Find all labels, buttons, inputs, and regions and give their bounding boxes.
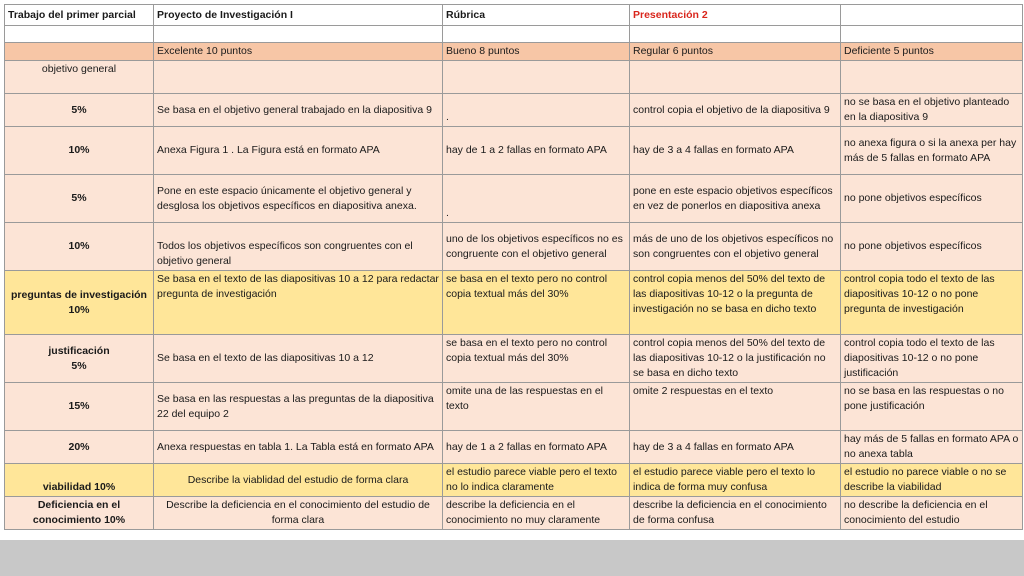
cell[interactable] — [841, 61, 1023, 94]
table-row — [5, 383, 1023, 431]
cell[interactable] — [5, 26, 154, 43]
scale-bueno[interactable]: Bueno 8 puntos — [443, 43, 630, 61]
deficiente-cell[interactable]: no pone objetivos específicos — [841, 223, 1023, 271]
excelente-cell[interactable]: Se basa en las respuestas a las preguntas de la diapositiva 22 del equipo 2 — [154, 383, 443, 431]
section-label[interactable]: objetivo general — [5, 61, 154, 94]
deficiente-cell[interactable]: el estudio no parece viable o no se describe la viabilidad — [841, 464, 1023, 497]
section-row-objetivo — [5, 61, 1023, 94]
criterion-percent: conocimiento 10% — [32, 514, 126, 526]
criterion-title: justificación — [48, 344, 110, 357]
table-row — [5, 127, 1023, 175]
excelente-cell[interactable]: Describe la deficiencia en el conocimiento del estudio de forma clara — [154, 497, 443, 530]
cell[interactable] — [443, 26, 630, 43]
cell[interactable] — [841, 26, 1023, 43]
excelente-cell[interactable]: Anexa respuestas en tabla 1. La Tabla está en formato APA — [154, 431, 443, 464]
header-cell-trabajo[interactable]: Trabajo del primer parcial — [5, 5, 154, 26]
deficiente-cell[interactable]: control copia todo el texto de las diapositivas 10-12 o no pone pregunta de investigación — [841, 271, 1023, 335]
scale-excelente[interactable]: Excelente 10 puntos — [154, 43, 443, 61]
header-cell-presentacion[interactable]: Presentación 2 — [630, 5, 841, 26]
criterion-title: preguntas de investigación — [11, 288, 147, 301]
regular-cell[interactable]: pone en este espacio objetivos específicos en vez de ponerlos en diapositiva anexa — [630, 175, 841, 223]
criterion-percent[interactable]: 10% — [5, 127, 154, 175]
deficiente-cell[interactable]: no anexa figura o si la anexa per hay más de 5 fallas en formato APA — [841, 127, 1023, 175]
regular-cell[interactable]: más de uno de los objetivos específicos no son congruentes con el objetivo general — [630, 223, 841, 271]
scale-deficiente[interactable]: Deficiente 5 puntos — [841, 43, 1023, 61]
table-row — [5, 94, 1023, 127]
criterion-deficiencia[interactable] — [5, 497, 154, 530]
bueno-cell[interactable]: describe la deficiencia en el conocimiento no muy claramente — [443, 497, 630, 530]
regular-cell[interactable]: omite 2 respuestas en el texto — [630, 383, 841, 431]
criterion-percent[interactable]: 5% — [5, 94, 154, 127]
bueno-cell[interactable]: el estudio parece viable pero el texto no lo indica claramente — [443, 464, 630, 497]
bueno-cell[interactable]: . — [443, 94, 630, 127]
excelente-cell[interactable]: Anexa Figura 1 . La Figura está en formato APA — [154, 127, 443, 175]
criterion-percent[interactable]: 5% — [5, 175, 154, 223]
header-cell-empty[interactable] — [841, 5, 1023, 26]
bueno-cell[interactable]: hay de 1 a 2 fallas en formato APA — [443, 431, 630, 464]
excelente-cell[interactable]: Todos los objetivos específicos son congruentes con el objetivo general — [154, 223, 443, 271]
rubric-table — [4, 4, 1023, 530]
cell[interactable] — [630, 26, 841, 43]
criterion-percent[interactable]: 15% — [5, 383, 154, 431]
deficiente-cell[interactable]: no se basa en el objetivo planteado en la diapositiva 9 — [841, 94, 1023, 127]
regular-cell[interactable]: hay de 3 a 4 fallas en formato APA — [630, 127, 841, 175]
excelente-cell[interactable]: Se basa en el objetivo general trabajado en la diapositiva 9 — [154, 94, 443, 127]
deficiente-cell[interactable]: no se basa en las respuestas o no pone justificación — [841, 383, 1023, 431]
excelente-cell[interactable]: Se basa en el texto de las diapositivas 10 a 12 — [154, 335, 443, 383]
criterion-percent: 10% — [68, 303, 90, 316]
regular-cell[interactable]: describe la deficiencia en el conocimiento de forma confusa — [630, 497, 841, 530]
cell[interactable] — [154, 61, 443, 94]
deficiente-cell[interactable]: hay más de 5 fallas en formato APA o no anexa tabla — [841, 431, 1023, 464]
regular-cell[interactable]: control copia menos del 50% del texto de las diapositivas 10-12 o la pregunta de investigación no se basa en dicho texto — [630, 271, 841, 335]
cell[interactable] — [5, 43, 154, 61]
bueno-cell[interactable]: . — [443, 175, 630, 223]
criterion-preguntas[interactable] — [5, 271, 154, 335]
table-row — [5, 175, 1023, 223]
bueno-cell[interactable]: se basa en el texto pero no control copia textual más del 30% — [443, 271, 630, 335]
excelente-cell[interactable]: Pone en este espacio únicamente el objetivo general y desglosa los objetivos específicos en diapositiva anexa. — [154, 175, 443, 223]
table-row — [5, 431, 1023, 464]
criterion-justificacion[interactable] — [5, 335, 154, 383]
criterion-viabilidad[interactable]: viabilidad 10% — [5, 464, 154, 497]
regular-cell[interactable]: control copia menos del 50% del texto de las diapositivas 10-12 o la justificación no se basa en dicho texto — [630, 335, 841, 383]
blank-row — [5, 26, 1023, 43]
criterion-percent: 5% — [71, 359, 87, 372]
header-cell-rubrica[interactable]: Rúbrica — [443, 5, 630, 26]
bueno-cell[interactable]: omite una de las respuestas en el texto — [443, 383, 630, 431]
table-row-justificacion — [5, 335, 1023, 383]
cell[interactable] — [154, 26, 443, 43]
bueno-cell[interactable]: se basa en el texto pero no control copia textual más del 30% — [443, 335, 630, 383]
table-row — [5, 223, 1023, 271]
criterion-percent[interactable]: 10% — [5, 223, 154, 271]
deficiente-cell[interactable]: control copia todo el texto de las diapositivas 10-12 o no pone justificación — [841, 335, 1023, 383]
table-row-viabilidad — [5, 464, 1023, 497]
header-row — [5, 5, 1023, 26]
regular-cell[interactable]: control copia el objetivo de la diapositiva 9 — [630, 94, 841, 127]
regular-cell[interactable]: el estudio parece viable pero el texto lo indica de forma muy confusa — [630, 464, 841, 497]
scale-regular[interactable]: Regular 6 puntos — [630, 43, 841, 61]
regular-cell[interactable]: hay de 3 a 4 fallas en formato APA — [630, 431, 841, 464]
excelente-cell[interactable]: Describe la viablidad del estudio de forma clara — [154, 464, 443, 497]
criterion-title: Deficiencia en el — [37, 499, 121, 511]
scale-row — [5, 43, 1023, 61]
header-cell-proyecto[interactable]: Proyecto de Investigación I — [154, 5, 443, 26]
table-row-preguntas — [5, 271, 1023, 335]
window-footer-bar — [0, 540, 1024, 576]
criterion-percent[interactable]: 20% — [5, 431, 154, 464]
bueno-cell[interactable]: hay de 1 a 2 fallas en formato APA — [443, 127, 630, 175]
deficiente-cell[interactable]: no describe la deficiencia en el conocimiento del estudio — [841, 497, 1023, 530]
deficiente-cell[interactable]: no pone objetivos específicos — [841, 175, 1023, 223]
table-row-deficiencia — [5, 497, 1023, 530]
excelente-cell[interactable]: Se basa en el texto de las diapositivas 10 a 12 para redactar pregunta de investigación — [154, 271, 443, 335]
cell[interactable] — [443, 61, 630, 94]
bueno-cell[interactable]: uno de los objetivos específicos no es congruente con el objetivo general — [443, 223, 630, 271]
cell[interactable] — [630, 61, 841, 94]
